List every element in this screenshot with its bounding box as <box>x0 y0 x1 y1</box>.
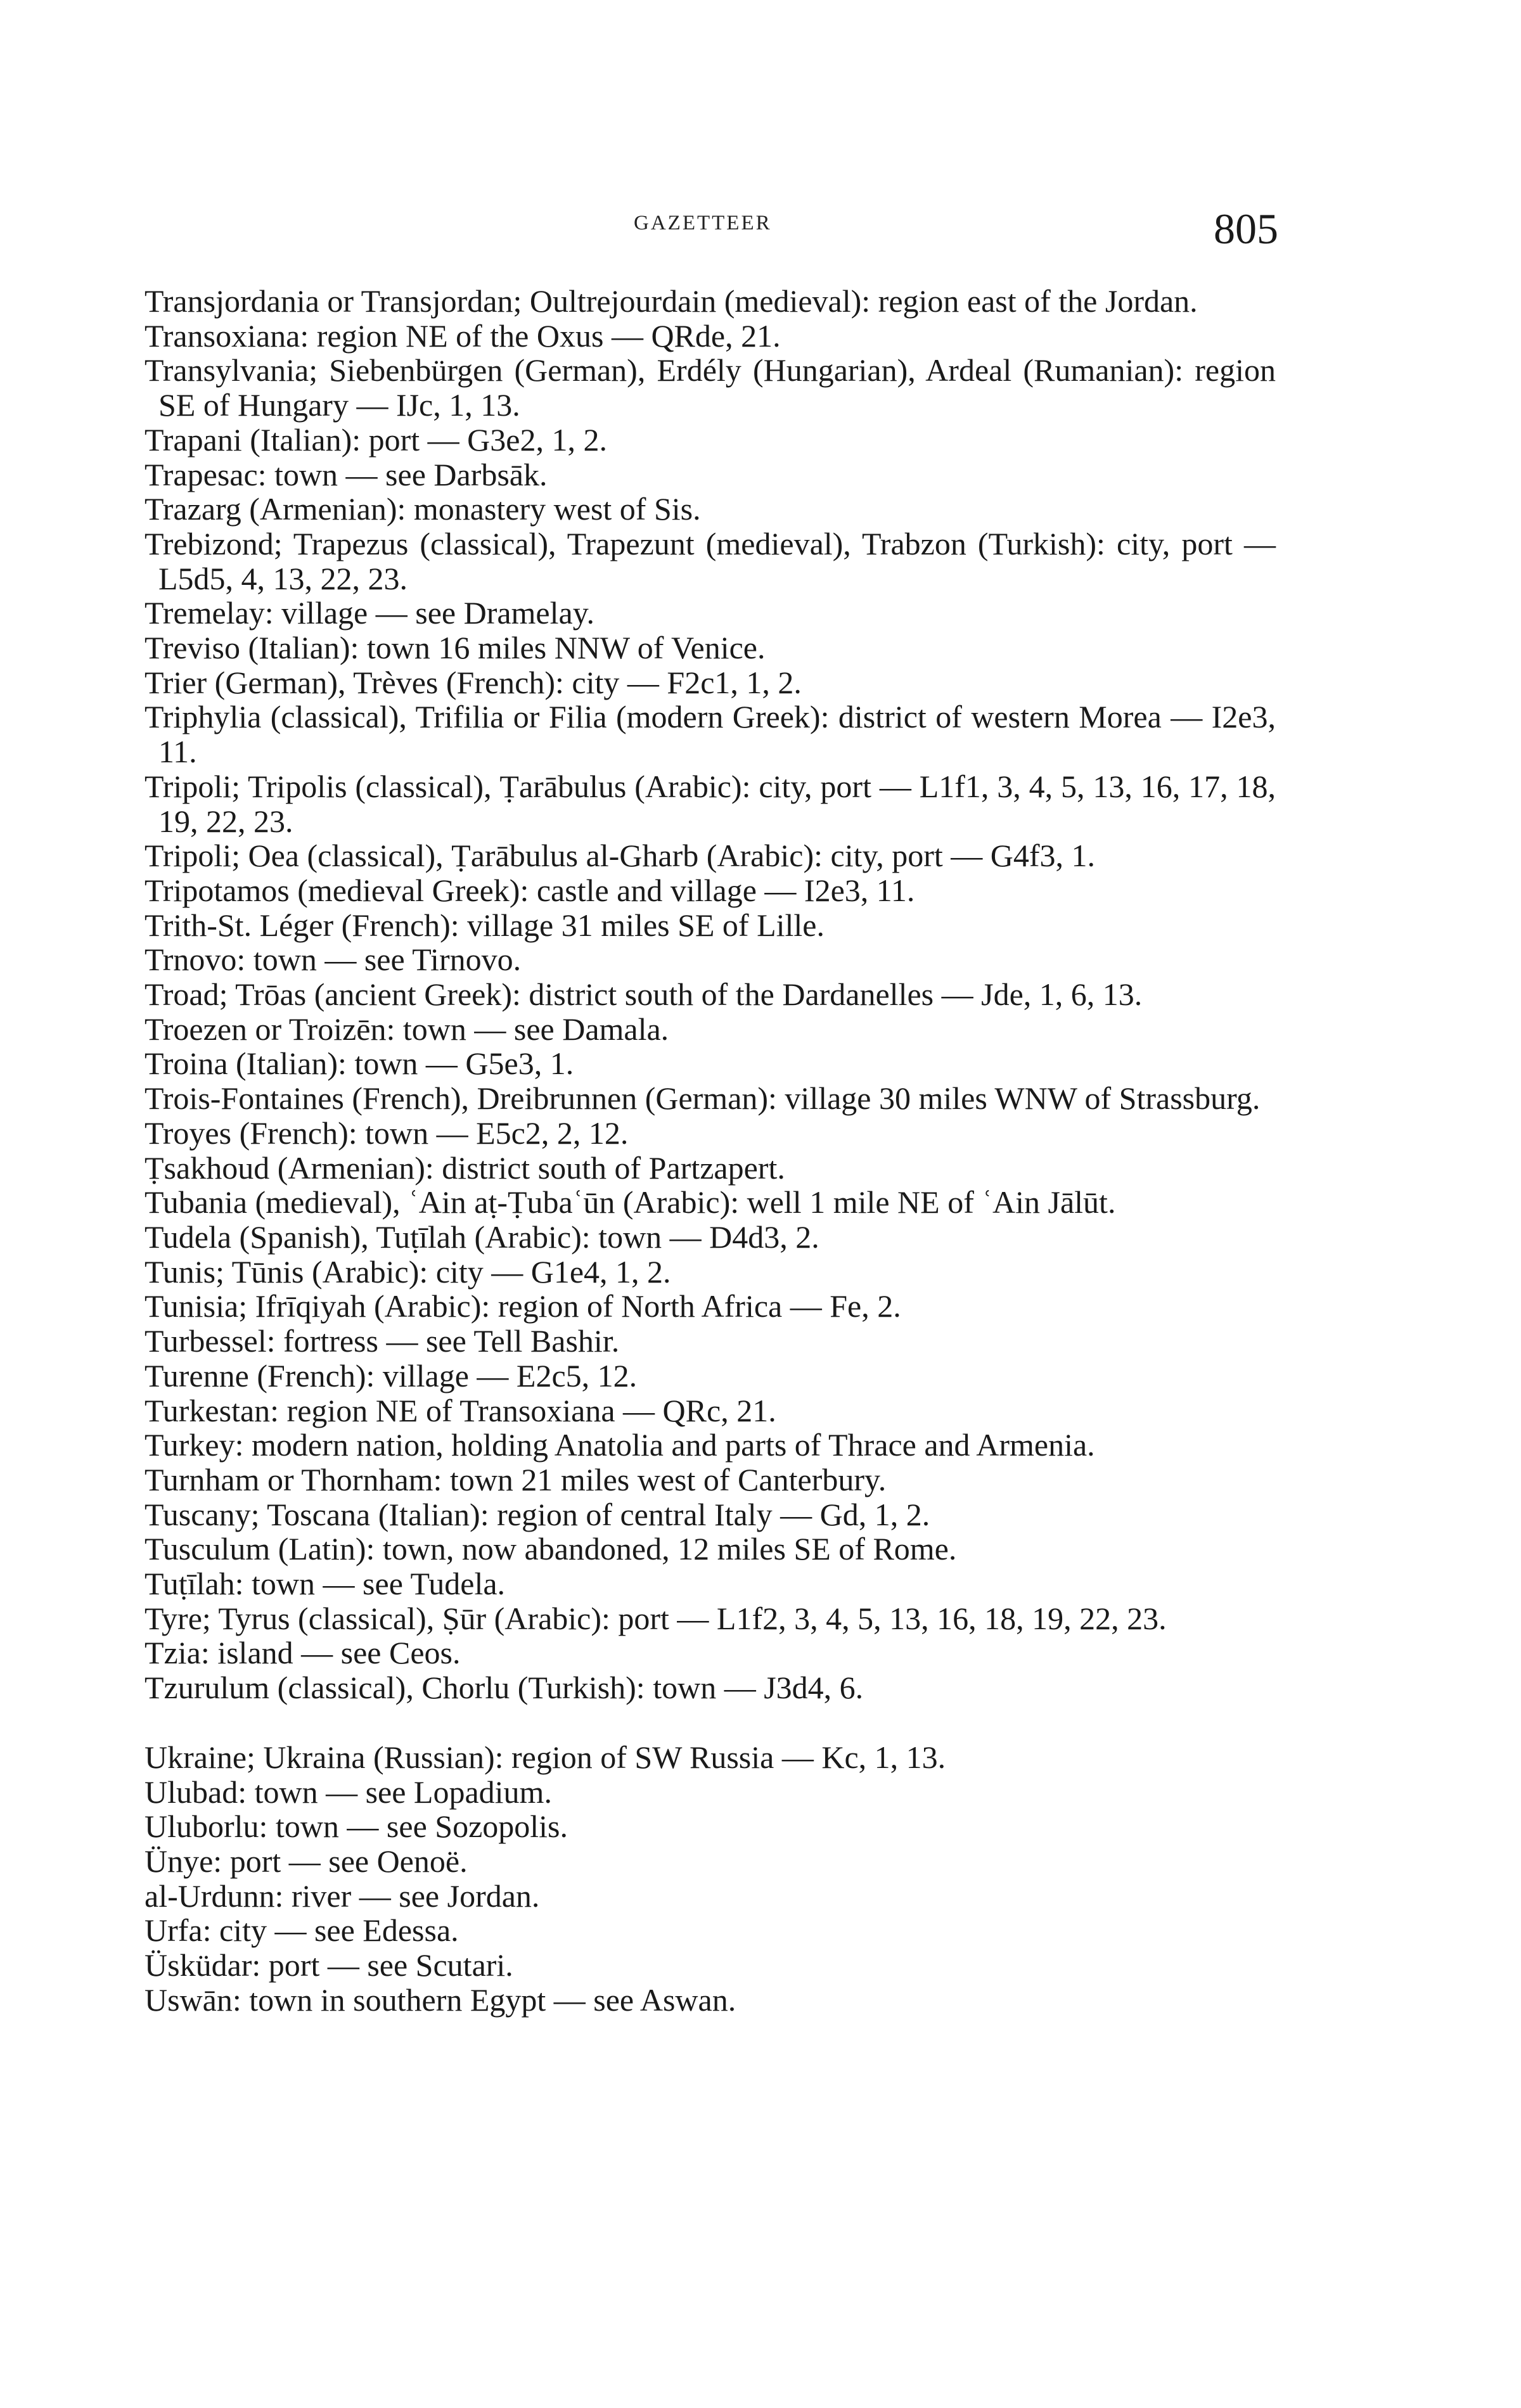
gazetteer-entry: Tripoli; Tripolis (classical), Ṭarābulus (Arabic): city, port — L1f1, 3, 4, 5, 13, 16, 17, 18, 19, 22, 23. <box>144 768 1276 839</box>
gazetteer-entries <box>144 284 1276 2017</box>
gazetteer-entry: Tuscany; Toscana (Italian): region of central Italy — Gd, 1, 2. <box>144 1496 930 1532</box>
gazetteer-entry: Uswān: town in southern Egypt — see Aswan. <box>144 1982 736 2018</box>
gazetteer-entry: Transoxiana: region NE of the Oxus — QRde, 21. <box>144 317 781 354</box>
gazetteer-entry: Trois-Fontaines (French), Dreibrunnen (German): village 30 miles WNW of Strassburg. <box>144 1080 1261 1117</box>
gazetteer-entry: Urfa: city — see Edessa. <box>144 1912 459 1949</box>
running-head-title: GAZETTEER <box>634 212 772 234</box>
gazetteer-entry: Troina (Italian): town — G5e3, 1. <box>144 1046 574 1082</box>
gazetteer-entry: Tudela (Spanish), Tuṭīlah (Arabic): town — D4d3, 2. <box>144 1219 819 1255</box>
section-t <box>144 284 1276 1705</box>
gazetteer-entry: Triphylia (classical), Trifilia or Filia (modern Greek): district of western Morea — I2e3, 11. <box>144 699 1276 770</box>
gazetteer-entry: Treviso (Italian): town 16 miles NNW of Venice. <box>144 630 766 666</box>
gazetteer-entry: Üsküdar: port — see Scutari. <box>144 1947 513 1983</box>
gazetteer-entry: Trapani (Italian): port — G3e2, 1, 2. <box>144 421 607 458</box>
gazetteer-entry: Tremelay: village — see Dramelay. <box>144 595 594 631</box>
gazetteer-entry: Turnham or Thornham: town 21 miles west of Canterbury. <box>144 1461 887 1497</box>
gazetteer-entry: Tripoli; Oea (classical), Ṭarābulus al-Gharb (Arabic): city, port — G4f3, 1. <box>144 838 1096 874</box>
gazetteer-entry: Troezen or Troizēn: town — see Damala. <box>144 1011 669 1047</box>
section-divider <box>144 1705 1276 1740</box>
gazetteer-entry: Tubania (medieval), ʿAin aṭ-Ṭubaʿūn (Arabic): well 1 mile NE of ʿAin Jālūt. <box>144 1184 1116 1220</box>
gazetteer-entry: Ukraine; Ukraina (Russian): region of SW Russia — Kc, 1, 13. <box>144 1739 946 1775</box>
gazetteer-entry: Tripotamos (medieval Greek): castle and village — I2e3, 11. <box>144 872 915 908</box>
gazetteer-entry: Tzia: island — see Ceos. <box>144 1635 461 1671</box>
gazetteer-entry: Ünye: port — see Oenoë. <box>144 1843 468 1879</box>
section-u <box>144 1740 1276 2018</box>
gazetteer-entry: Turkey: modern nation, holding Anatolia and parts of Thrace and Armenia. <box>144 1427 1095 1463</box>
gazetteer-entry: Transjordania or Transjordan; Oultrejourdain (medieval): region east of the Jordan. <box>144 283 1198 319</box>
gazetteer-entry: Ṭsakhoud (Armenian): district south of Partzapert. <box>144 1150 785 1186</box>
gazetteer-entry: Tyre; Tyrus (classical), Ṣūr (Arabic): port — L1f2, 3, 4, 5, 13, 16, 18, 19, 22, 23. <box>144 1600 1167 1636</box>
gazetteer-entry: al-Urdunn: river — see Jordan. <box>144 1878 540 1914</box>
gazetteer-entry: Tzurulum (classical), Chorlu (Turkish): town — J3d4, 6. <box>144 1670 864 1706</box>
gazetteer-entry: Trith-St. Léger (French): village 31 miles SE of Lille. <box>144 907 825 943</box>
gazetteer-entry: Tusculum (Latin): town, now abandoned, 12 miles SE of Rome. <box>144 1531 957 1567</box>
gazetteer-entry: Tunisia; Ifrīqiyah (Arabic): region of North Africa — Fe, 2. <box>144 1288 901 1324</box>
gazetteer-entry: Trnovo: town — see Tirnovo. <box>144 942 522 978</box>
gazetteer-entry: Turenne (French): village — E2c5, 12. <box>144 1357 638 1393</box>
gazetteer-entry: Uluborlu: town — see Sozopolis. <box>144 1809 568 1845</box>
gazetteer-entry: Trebizond; Trapezus (classical), Trapezunt (medieval), Trabzon (Turkish): city, port — L5d5, 4, 13, 22, 23. <box>144 525 1276 596</box>
running-head <box>0 204 1521 255</box>
gazetteer-entry: Turkestan: region NE of Transoxiana — QRc, 21. <box>144 1392 776 1428</box>
gazetteer-entry: Turbessel: fortress — see Tell Bashir. <box>144 1323 620 1359</box>
gazetteer-entry: Tunis; Tūnis (Arabic): city — G1e4, 1, 2. <box>144 1253 671 1290</box>
gazetteer-entry: Trapesac: town — see Darbsāk. <box>144 456 548 492</box>
gazetteer-entry: Ulubad: town — see Lopadium. <box>144 1774 552 1810</box>
gazetteer-entry: Trier (German), Trèves (French): city — F2c1, 1, 2. <box>144 664 802 700</box>
page-number: 805 <box>1214 205 1278 253</box>
gazetteer-entry: Transylvania; Siebenbürgen (German), Erdély (Hungarian), Ardeal (Rumanian): region SE of Hungary — IJc, 1, 13. <box>144 352 1276 423</box>
gazetteer-entry: Trazarg (Armenian): monastery west of Sis. <box>144 491 701 527</box>
gazetteer-entry: Troyes (French): town — E5c2, 2, 12. <box>144 1115 629 1151</box>
gazetteer-entry: Troad; Trōas (ancient Greek): district south of the Dardanelles — Jde, 1, 6, 13. <box>144 977 1143 1013</box>
gazetteer-entry: Tuṭīlah: town — see Tudela. <box>144 1566 506 1602</box>
